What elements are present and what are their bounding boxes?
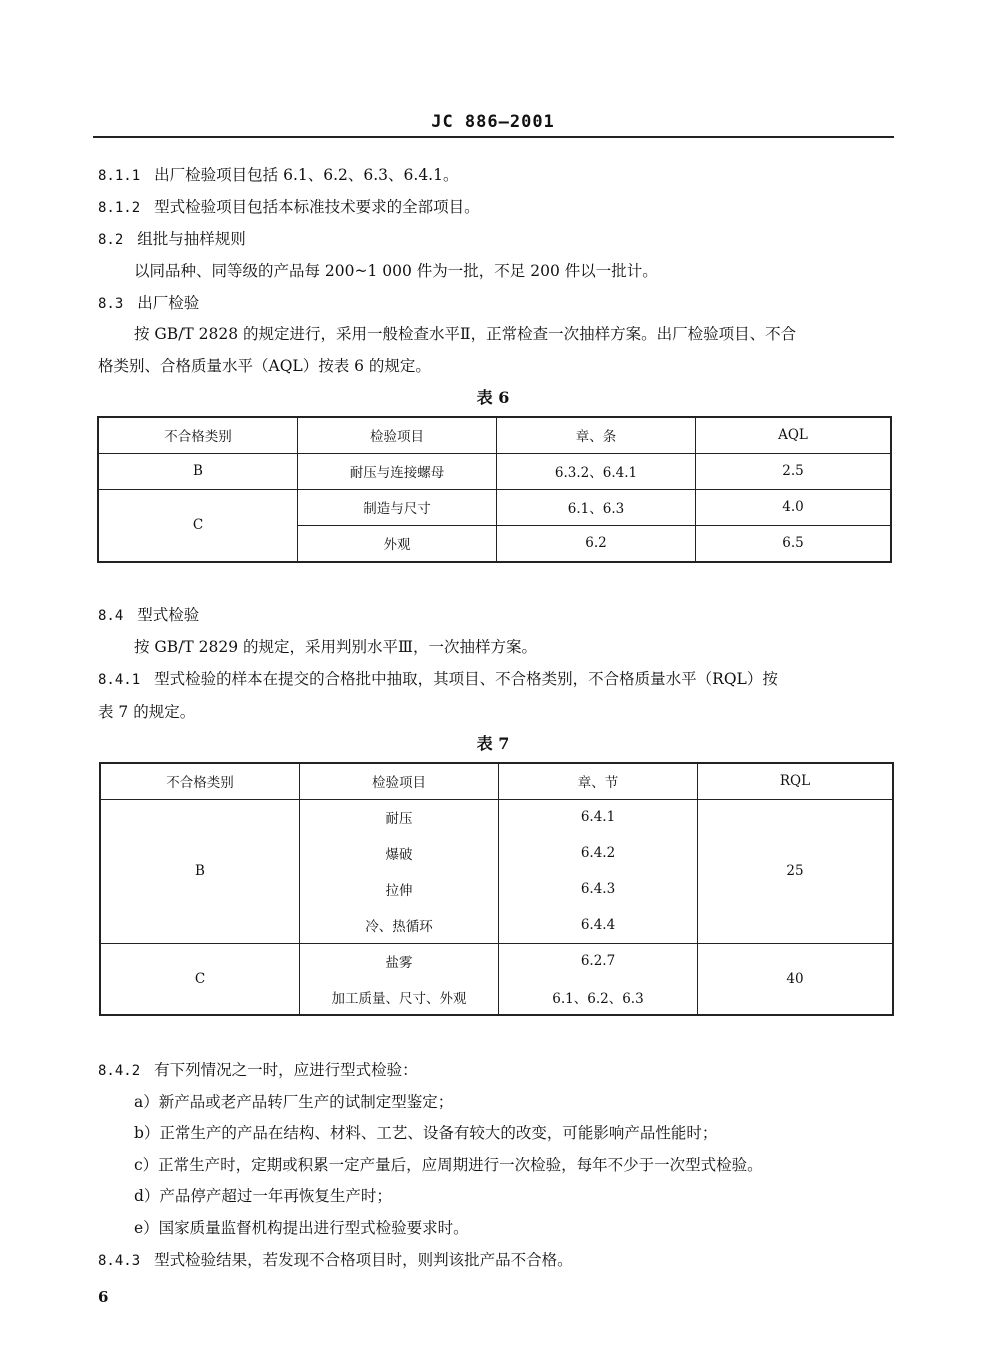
clause-heading: 组批与抽样规则	[137, 230, 246, 248]
rql-cell: 40	[698, 943, 894, 1015]
clause-8-4-body: 按 GB/T 2829 的规定，采用判别水平Ⅲ，一次抽样方案。	[134, 638, 538, 656]
item-cell: 爆破	[300, 835, 499, 871]
table-row	[100, 943, 893, 979]
table-7-caption: 表 7	[476, 734, 510, 753]
clause-8-4-3	[98, 1248, 573, 1270]
table-6	[97, 416, 892, 563]
table-row	[100, 799, 893, 835]
clause-text: 型式检验的样本在提交的合格批中抽取，其项目、不合格类别，不合格质量水平（RQL）按	[154, 670, 778, 688]
clause-8-3	[98, 291, 199, 313]
aql-cell: 4.0	[696, 489, 892, 525]
table-header-cell: 检验项目	[298, 417, 497, 453]
clause-number: 8.4.3	[98, 1253, 141, 1269]
clause-8-3-body-line1: 按 GB/T 2828 的规定进行，采用一般检查水平Ⅱ，正常检查一次抽样方案。出厂检验项目、不合	[134, 325, 797, 343]
item-cell: 耐压与连接螺母	[298, 453, 497, 489]
item-cell: 外观	[298, 525, 497, 562]
table-row	[98, 453, 891, 489]
clause-heading: 型式检验	[137, 606, 200, 624]
clause-number: 8.1.1	[98, 168, 141, 184]
table-header-cell: 章、节	[499, 763, 698, 799]
clause-8-4-1	[98, 667, 778, 689]
clause-cell: 6.4.2	[499, 835, 698, 871]
clause-8-4-1-line2: 表 7 的规定。	[98, 703, 196, 721]
clause-number: 8.4.2	[98, 1063, 141, 1079]
item-cell: 制造与尺寸	[298, 489, 497, 525]
category-cell: B	[100, 799, 300, 943]
table-row	[98, 489, 891, 525]
clause-number: 8.2	[98, 232, 124, 248]
clause-8-1-1	[98, 163, 458, 185]
table-header-cell: 章、条	[497, 417, 696, 453]
clause-8-4-2	[98, 1058, 418, 1080]
list-item: c）正常生产时，定期或积累一定产量后，应周期进行一次检验，每年不少于一次型式检验。	[134, 1156, 763, 1174]
clause-cell: 6.3.2、6.4.1	[497, 453, 696, 489]
rql-cell: 25	[698, 799, 894, 943]
table-header-cell: AQL	[696, 417, 892, 453]
clause-cell: 6.2.7	[499, 943, 698, 979]
item-cell: 冷、热循环	[300, 907, 499, 943]
clause-8-3-body-line2: 格类别、合格质量水平（AQL）按表 6 的规定。	[98, 357, 431, 375]
clause-cell: 6.4.3	[499, 871, 698, 907]
document-code-header: JC 886—2001	[431, 112, 555, 132]
table-header-row	[98, 417, 891, 453]
clause-8-2	[98, 227, 246, 249]
table-7	[99, 762, 894, 1016]
table-header-cell: 不合格类别	[98, 417, 298, 453]
category-cell: C	[98, 489, 298, 562]
table-header-cell: 不合格类别	[100, 763, 300, 799]
table-header-cell: 检验项目	[300, 763, 499, 799]
list-item: e）国家质量监督机构提出进行型式检验要求时。	[134, 1219, 469, 1237]
clause-number: 8.1.2	[98, 200, 141, 216]
item-cell: 耐压	[300, 799, 499, 835]
clause-8-4	[98, 603, 199, 625]
clause-number: 8.3	[98, 296, 124, 312]
clause-cell: 6.1、6.3	[497, 489, 696, 525]
item-cell: 盐雾	[300, 943, 499, 979]
table-header-row	[100, 763, 893, 799]
clause-text: 出厂检验项目包括 6.1、6.2、6.3、6.4.1。	[154, 166, 459, 184]
clause-text: 型式检验结果，若发现不合格项目时，则判该批产品不合格。	[154, 1251, 573, 1269]
clause-number: 8.4	[98, 608, 124, 624]
aql-cell: 2.5	[696, 453, 892, 489]
clause-8-2-body: 以同品种、同等级的产品每 200~1 000 件为一批，不足 200 件以一批计。	[134, 262, 658, 280]
clause-text: 有下列情况之一时，应进行型式检验：	[154, 1061, 418, 1079]
table-header-cell: RQL	[698, 763, 894, 799]
list-item: a）新产品或老产品转厂生产的试制定型鉴定；	[134, 1093, 454, 1111]
clause-heading: 出厂检验	[137, 294, 200, 312]
item-cell: 加工质量、尺寸、外观	[300, 979, 499, 1015]
clause-8-1-2	[98, 195, 480, 217]
category-cell: C	[100, 943, 300, 1015]
clause-cell: 6.2	[497, 525, 696, 562]
table-6-caption: 表 6	[476, 388, 510, 407]
page-number: 6	[98, 1288, 109, 1306]
clause-cell: 6.1、6.2、6.3	[499, 979, 698, 1015]
clause-number: 8.4.1	[98, 672, 141, 688]
clause-cell: 6.4.1	[499, 799, 698, 835]
aql-cell: 6.5	[696, 525, 892, 562]
clause-text: 型式检验项目包括本标准技术要求的全部项目。	[154, 198, 480, 216]
list-item: d）产品停产超过一年再恢复生产时；	[134, 1187, 392, 1205]
category-cell: B	[98, 453, 298, 489]
clause-cell: 6.4.4	[499, 907, 698, 943]
header-rule	[93, 136, 894, 138]
list-item: b）正常生产的产品在结构、材料、工艺、设备有较大的改变，可能影响产品性能时；	[134, 1124, 718, 1142]
item-cell: 拉伸	[300, 871, 499, 907]
